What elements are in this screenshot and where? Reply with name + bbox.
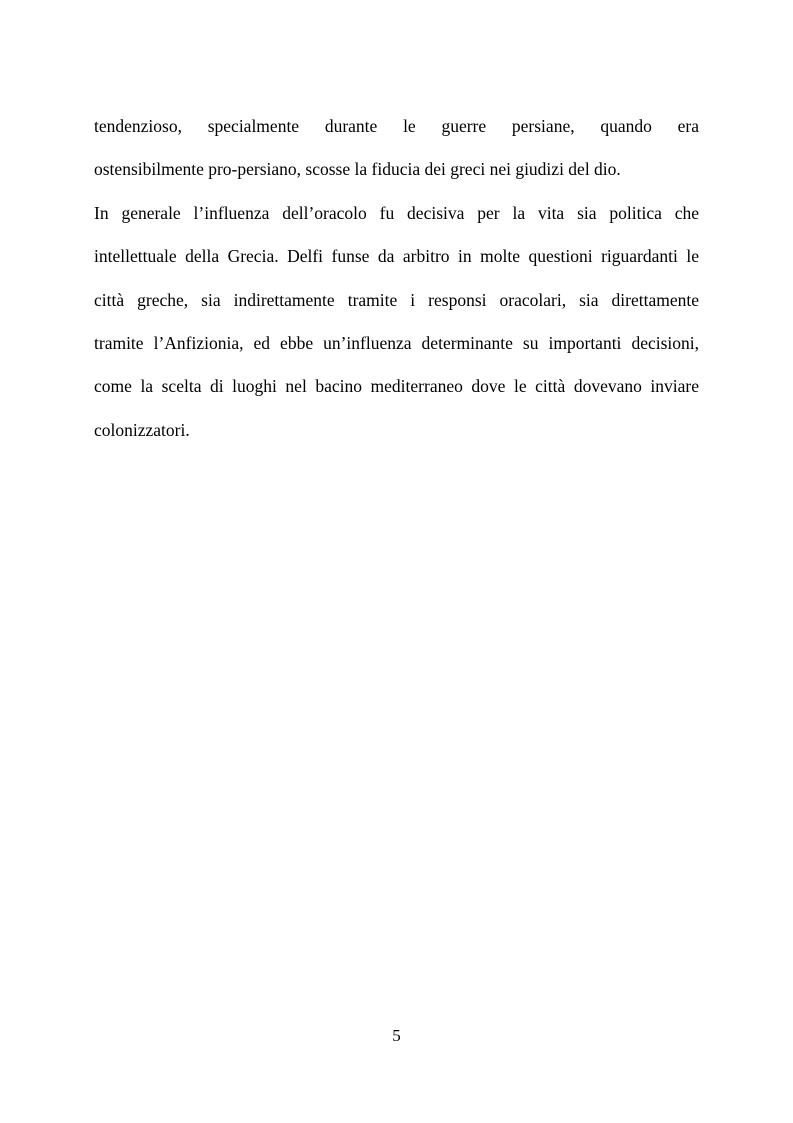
text-line: colonizzatori. (94, 419, 190, 440)
text-line: ostensibilmente pro-persiano, scosse la fiducia dei greci nei giudizi del dio. (94, 159, 621, 180)
text-line: tramite l’Anfizionia, ed ebbe un’influenza determinante su importanti decisioni, (94, 332, 699, 353)
text-line: intellettuale della Grecia. Delfi funse da arbitro in molte questioni riguardanti le (94, 246, 699, 267)
text-line: città greche, sia indirettamente tramite i responsi oracolari, sia direttamente (94, 289, 699, 310)
text-line: come la scelta di luoghi nel bacino mediterraneo dove le città dovevano inviare (94, 376, 699, 397)
text-line: In generale l’influenza dell’oracolo fu decisiva per la vita sia politica che (94, 202, 699, 223)
page-number: 5 (392, 1026, 401, 1045)
text-line: tendenzioso, specialmente durante le guerre persiane, quando era (94, 116, 699, 136)
body-text (94, 108, 699, 455)
